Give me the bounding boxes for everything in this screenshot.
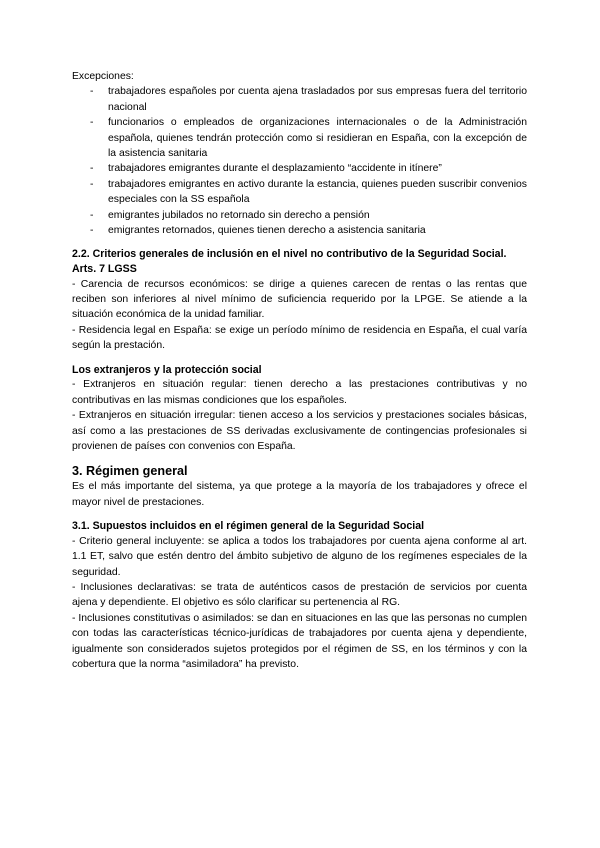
list-item: - emigrantes jubilados no retornado sin derecho a pensión (72, 208, 527, 223)
section-3-1-paragraph-2: - Inclusiones declarativas: se trata de auténticos casos de prestación de servicios por cuenta ajena y dependiente. El objetivo es sólo clarificar su pertenencia al RG. (72, 581, 527, 609)
section-3-1-title: 3.1. Supuestos incluidos en el régimen general de la Seguridad Social (72, 520, 425, 533)
list-item: - trabajadores emigrantes en activo durante la estancia, quienes pueden suscribir convenios especiales con la SS española (90, 178, 527, 206)
section-2-2-paragraph-2: - Residencia legal en España: se exige un período mínimo de residencia en España, el cual varía según la prestación. (72, 324, 527, 352)
exceptions-list (72, 84, 527, 238)
section-2-2-paragraph-1: - Carencia de recursos económicos: se dirige a quienes carecen de rentas o las rentas que reciben son inferiores al nivel mínimo de suficiencia requerido por la LPGE. Se atiende a la situación económica de la unidad familiar. (72, 278, 527, 321)
section-3-1-paragraph-1: - Criterio general incluyente: se aplica a todos los trabajadores por cuenta ajena conforme al art. 1.1 ET, salvo que estén dentro del ámbito subjetivo de alguno de los regímenes especiales de la seguridad. (72, 535, 527, 578)
list-item: - funcionarios o empleados de organizaciones internacionales o de la Administración española, quienes tendrán protección como si residieran en España, con la excepción de la asistencia sanitaria (90, 117, 527, 160)
document-body (72, 69, 527, 672)
section-3-1-paragraph-3: - Inclusiones constitutivas o asimilados: se dan en situaciones en las que las personas no cumplen con todas las características técnico-jurídicas de trabajadores por cuenta ajena y dependiente, igualmente son considerados sujetos protegidos por el régimen de SS, en los términos y con la cobertura que la norma “asimiladora” ha previsto. (72, 612, 527, 670)
bullet-dash: - (90, 178, 94, 190)
exceptions-heading: Excepciones: (72, 71, 134, 82)
bullet-dash: - (90, 117, 94, 129)
list-item: - emigrantes retornados, quienes tienen derecho a asistencia sanitaria (72, 223, 527, 238)
bullet-dash: - (90, 86, 94, 98)
section-2-2-title: 2.2. Criterios generales de inclusión en el nivel no contributivo de la Seguridad Social. Arts. 7 LGSS (72, 248, 507, 276)
bullet-dash: - (90, 163, 94, 175)
list-item: - trabajadores emigrantes durante el desplazamiento “accidente in itínere” (72, 161, 527, 176)
list-item: - trabajadores españoles por cuenta ajena trasladados por sus empresas fuera del territorio nacional (90, 86, 527, 113)
section-3-title: 3. Régimen general (72, 464, 188, 479)
bullet-dash: - (90, 225, 94, 237)
foreigners-title: Los extranjeros y la protección social (72, 363, 262, 376)
foreigners-paragraph-1: - Extranjeros en situación regular: tienen derecho a las prestaciones contributivas y no contributivas en las mismas condiciones que los españoles. (72, 379, 527, 406)
section-3-paragraph-1: Es el más importante del sistema, ya que protege a la mayoría de los trabajadores y ofrece el mayor nivel de prestaciones. (72, 481, 527, 508)
foreigners-paragraph-2: - Extranjeros en situación irregular: tienen acceso a los servicios y prestaciones sociales básicas, así como a las prestaciones de SS derivadas exclusivamente de contingencias profesionales si provienen de países con convenios con España. (72, 410, 527, 452)
bullet-dash: - (90, 209, 94, 221)
